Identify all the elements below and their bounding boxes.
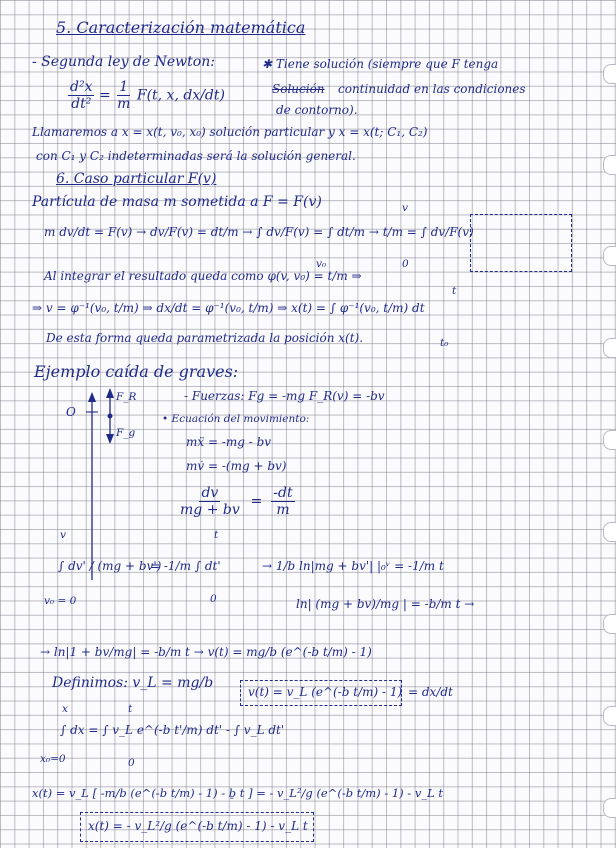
motion-label: • Ecuación del movimiento:: [162, 413, 310, 425]
define-label: Definimos: v_L = mg/b: [52, 675, 214, 691]
case-eq2-limit-upper: t: [452, 285, 457, 297]
position-expression: x(t) = v_L [ -m/b (e^(-b t/m) - 1) - ḇ t ] = - v_L²/g (e^(-b t/m) - 1) - v_L t: [32, 786, 444, 800]
integral-mid-lower: 0: [210, 593, 217, 605]
motion-equation-1: mẍ = -mg - bv: [186, 435, 272, 449]
note-line-2: continuidad en las condiciones: [338, 82, 526, 96]
separated-rhs-num: -dt: [273, 485, 293, 501]
define-int-x-upper: x: [62, 703, 68, 715]
case-eq2-limit-lower: t₀: [440, 337, 449, 349]
separated-equals: =: [246, 493, 267, 510]
case-line-3: De esta forma queda parametrizada la posición x(t).: [46, 331, 364, 345]
separated-lhs-num: dv: [201, 485, 219, 501]
case-line-2: Al integrar el resultado queda como φ(v, v₀) = t/m ⇒: [44, 269, 362, 283]
case-equation-2: ⇒ v = φ⁻¹(v₀, t/m) ⇒ dx/dt = φ⁻¹(v₀, t/m) ⇒ x(t) = ∫ φ⁻¹(v₀, t/m) dt: [32, 301, 425, 315]
case-limit-lower-1: v₀: [316, 258, 327, 270]
final-result: x(t) = - v_L²/g (e^(-b t/m) - 1) - v_L t: [88, 819, 308, 833]
particular-line-1: Llamaremos a x = x(t, v₀, x₀) solución particular y x = x(t; C₁, C₂): [32, 125, 428, 139]
example-forces: - Fuerzas: Fg = -mg F_R(v) = -bv: [184, 389, 385, 403]
define-boxed-rhs: = dx/dt: [408, 685, 453, 699]
case-limit-upper-1: v: [402, 202, 408, 214]
motion-equation-2: mv̇ = -(mg + bv): [186, 459, 287, 473]
particle-dot: [108, 414, 113, 419]
note-line-3: de contorno).: [276, 103, 358, 117]
newton-lhs-num: d²x: [70, 79, 93, 95]
newton-equals: =: [98, 87, 116, 104]
newton-coef-den: m: [117, 96, 131, 112]
ln-line: ln| (mg + bv)/mg | = -b/m t →: [296, 597, 475, 611]
separated-lhs: [178, 486, 242, 517]
force-arrow-up: [106, 388, 114, 398]
section-title: 5. Caracterización matemática: [56, 18, 306, 37]
case-limit-lower-2: 0: [402, 258, 409, 270]
integral-lhs-lower: v₀ = 0: [44, 595, 77, 607]
separated-equation: [178, 486, 295, 517]
diagram-label-origin: O: [66, 405, 76, 419]
define-integral: ∫ dx = ∫ v_L e^(-b t'/m) dt' - ∫ v_L dt': [60, 723, 285, 737]
integral-result: → 1/b ln|mg + bv'| |₀ᵛ = -1/m t: [262, 559, 444, 573]
diagram-label-fr: F_R: [116, 391, 137, 403]
define-int-x-lower: x₀=0: [40, 753, 66, 765]
define-int-t-lower: 0: [128, 757, 135, 769]
separated-rhs: [271, 486, 294, 517]
separated-rhs-den: m: [276, 502, 290, 518]
exp-line: → ln|1 + bv/mg| = -b/m t → v(t) = mg/b (e^(-b t/m) - 1): [40, 645, 372, 659]
newton-lhs-den: dt²: [71, 96, 92, 112]
integral-lhs: ∫ dv' / (mg + bv'): [58, 559, 162, 573]
define-boxed: v(t) = v_L (e^(-b t/m) - 1): [248, 685, 403, 699]
integral-mid: = -1/m ∫ dt': [150, 559, 221, 573]
note-line-1: ✱ Tiene solución (siempre que F tenga: [262, 57, 499, 71]
define-int-t-upper: t: [128, 703, 133, 715]
particular-line-2: con C₁ y C₂ indeterminadas será la solución general.: [36, 149, 356, 163]
note-strikethrough: Solución: [272, 82, 325, 96]
example-title: Ejemplo caída de graves:: [34, 362, 239, 381]
case-line-1: Partícula de masa m sometida a F = F(v): [32, 194, 322, 210]
force-arrow-down: [106, 434, 114, 444]
case-title: 6. Caso particular F(v): [56, 171, 217, 187]
diagram-label-fg: F_g: [116, 427, 136, 439]
newton-label: - Segunda ley de Newton:: [32, 54, 215, 70]
case-equation-1: m dv/dt = F(v) → dv/F(v) = dt/m → ∫ dv/F(v) = ∫ dt/m → t/m = ∫ dv/F(v): [44, 225, 474, 239]
newton-coef-num: 1: [119, 79, 129, 95]
newton-rhs: F(t, x, dx/dt): [136, 87, 225, 104]
integral-lhs-upper: v: [60, 529, 66, 541]
integral-mid-upper: t: [214, 529, 219, 541]
separated-lhs-den: mg + bv: [180, 502, 240, 518]
axis-arrowhead: [88, 392, 96, 402]
